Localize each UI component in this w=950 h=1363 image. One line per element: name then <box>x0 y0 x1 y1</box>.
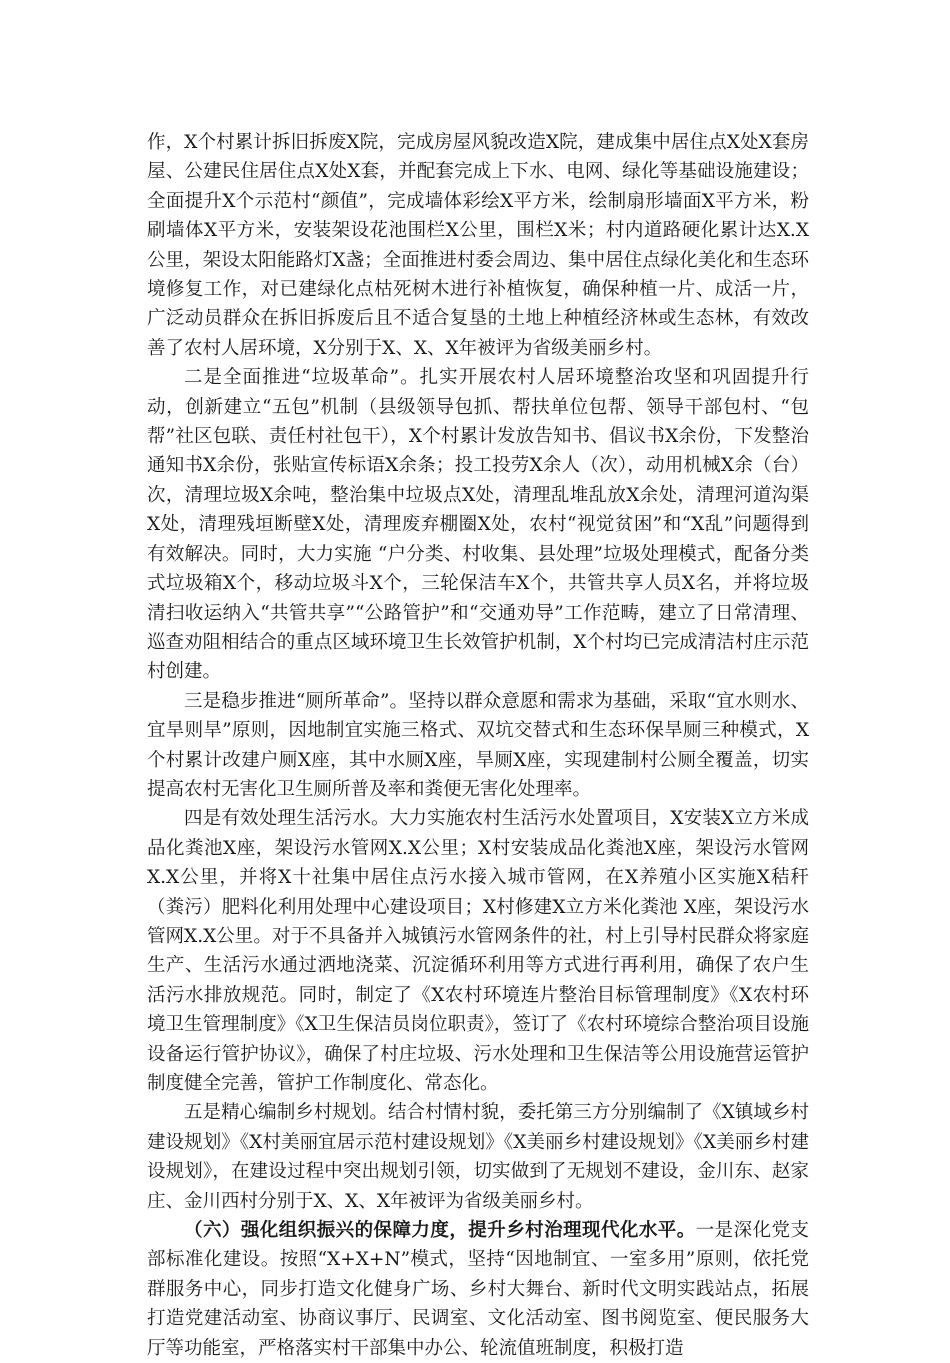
paragraph-rural-planning: 五是精心编制乡村规划。结合村情村貌，委托第三方分别编制了《X镇域乡村建设规划》《X村美丽宜居示范村建设规划》《X美丽乡村建设规划》《X美丽乡村建设规划》，在建设过程中突出规划引领，切实做到了无规划不建设，金川东、赵家庄、金川西村分别于X、X、X年被评为省级美丽乡村。 <box>147 1102 809 1212</box>
paragraph-organization-revitalization <box>147 1216 809 1363</box>
paragraph-housing-renovation: 作，X个村累计拆旧拆废X院，完成房屋风貌改造X院，建成集中居住点X处X套房屋、公建民住居住点X处X套，并配套完成上下水、电网、绿化等基础设施建设；全面提升X个示范村“颜值”，完成墙体彩绘X平方米，绘制扇形墙面X平方米，粉刷墙体X平方米，安装架设花池围栏X公里，围栏X米；村内道路硬化累计达X.X公里，架设太阳能路灯X盏；全面推进村委会周边、集中居住点绿化美化和生态环境修复工作，对已建绿化点枯死树木进行补植恢复，确保种植一片、成活一片，广泛动员群众在拆旧拆废后且不适合复垦的土地上种植经济林或生态林，有效改善了农村人居环境，X分别于X、X、X年被评为省级美丽乡村。 <box>147 132 809 359</box>
section-heading: （六）强化组织振兴的保障力度，提升乡村治理现代化水平。 <box>184 1220 696 1242</box>
body-text <box>147 128 809 1363</box>
paragraph-sewage-treatment: 四是有效处理生活污水。大力实施农村生活污水处置项目，X安装X立方米成品化粪池X座，架设污水管网X.X公里；X村安装成品化粪池X座，架设污水管网X.X公里，并将X十社集中居住点污水接入城市管网，在X养殖小区实施X秸秆（粪污）肥料化利用处理中心建设项目；X村修建X立方米化粪池 X座，架设污水管网X.X公里。对于不具备并入城镇污水管网条件的社，村上引导村民群众将家庭生产、生活污水通过洒地浇菜、沉淀循环利用等方式进行再利用，确保了农户生活污水排放规范。同时，制定了《X农村环境连片整治目标管理制度》《X农村环境卫生管理制度》《X卫生保洁员岗位职责》，签订了《农村环境综合整治项目设施设备运行管护协议》，确保了村庄垃圾、污水处理和卫生保洁等公用设施营运管护制度健全完善，管护工作制度化、常态化。 <box>147 808 809 1094</box>
section-body-text: 一是深化党支部标准化建设。按照“X+X+N”模式，坚持“因地制宜、一室多用”原则，依托党群服务中心，同步打造文化健身广场、乡村大舞台、新时代文明实践站点，拓展打造党建活动室、协商议事厅、民调室、文化活动室、图书阅览室、便民服务大厅等功能室，严格落实村干部集中办公、轮流值班制度，积极打造 <box>147 1220 809 1359</box>
paragraph-garbage-revolution: 二是全面推进“垃圾革命”。扎实开展农村人居环境整治攻坚和巩固提升行动，创新建立“五包”机制（县级领导包抓、帮扶单位包帮、领导干部包村、“包帮”社区包联、责任村社包干），X个村累计发放告知书、倡议书X余份，下发整治通知书X余份，张贴宣传标语X余条；投工投劳X余人（次），动用机械X余（台）次，清理垃圾X余吨，整治集中垃圾点X处，清理乱堆乱放X余处，清理河道沟渠X处，清理残垣断壁X处，清理废弃棚圈X处，农村“视觉贫困”和“X乱”问题得到有效解决。同时，大力实施 “户分类、村收集、县处理”垃圾处理模式，配备分类式垃圾箱X个，移动垃圾斗X个，三轮保洁车X个，共管共享人员X名，并将垃圾清扫收运纳入“共管共享”“公路管护”和“交通劝导”工作范畴，建立了日常清理、巡查劝阻相结合的重点区域环境卫生长效管护机制，X个村均已完成清洁村庄示范村创建。 <box>147 367 809 683</box>
paragraph-toilet-revolution: 三是稳步推进“厕所革命”。坚持以群众意愿和需求为基础，采取“宜水则水、宜旱则旱”原则，因地制宜实施三格式、双坑交替式和生态环保旱厕三种模式，X个村累计改建户厕X座，其中水厕X座，旱厕X座，实现建制村公厕全覆盖，切实提高农村无害化卫生厕所普及率和粪便无害化处理率。 <box>147 690 809 800</box>
